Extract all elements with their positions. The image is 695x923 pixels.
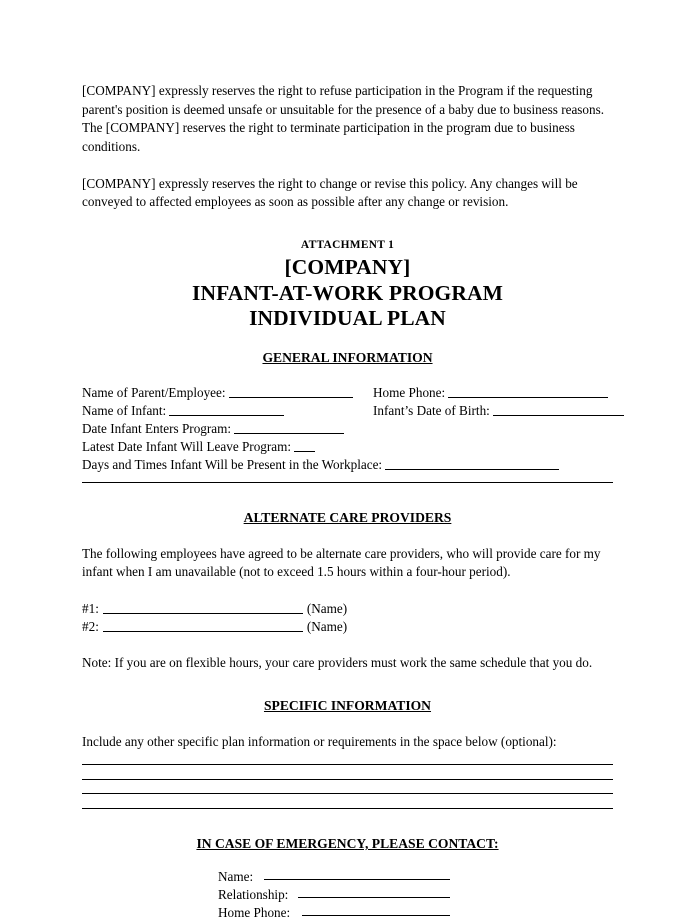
alternate-care-entry-1-hint: (Name) [306,600,348,616]
emergency-field-blank-name[interactable] [264,868,450,880]
alternate-care-entry-1 [82,600,613,618]
section-heading-specific-information-text: SPECIFIC INFORMATION [263,697,432,713]
alternate-care-entry-2-blank[interactable] [103,620,303,632]
title-line-program: INFANT-AT-WORK PROGRAM [192,280,503,305]
document-content [82,82,613,923]
field-days-and-times [82,456,559,474]
emergency-field-relationship [218,886,450,904]
field-label-infant-date-of-birth: Infant’s Date of Birth: [373,402,490,418]
alternate-care-entry-2-number: #2: [82,618,99,634]
policy-paragraph-1: [COMPANY] expressly reserves the right to refuse participation in the Program if the requesting parent's position is deemed unsafe or unsuitable for the presence of a baby due to business reasons. The [COMPANY] reserves the right to terminate participation in the program due to business conditions. [82,83,605,154]
field-blank-name-of-parent[interactable] [229,386,353,398]
write-in-rule[interactable] [82,779,613,780]
emergency-field-label-relationship: Relationship: [218,887,289,903]
write-in-rule[interactable] [82,764,613,765]
emergency-field-name [218,868,450,886]
alternate-care-entry-2-hint: (Name) [306,618,348,634]
emergency-field-blank-relationship[interactable] [298,886,450,898]
specific-information-write-in-area[interactable] [82,764,613,809]
section-heading-general-information-text: GENERAL INFORMATION [262,349,433,365]
field-row-enters-program [82,420,613,438]
general-information-fields [82,384,613,475]
section-heading-general-information [82,349,613,367]
emergency-field-home-phone [218,904,450,922]
field-label-name-of-infant: Name of Infant: [82,402,167,418]
field-blank-days-and-times[interactable] [385,458,559,470]
section-heading-alternate-care-providers-text: ALTERNATE CARE PROVIDERS [243,509,452,525]
field-row-leave-program [82,438,613,456]
field-blank-name-of-infant[interactable] [169,404,284,416]
attachment-label: ATTACHMENT 1 [300,239,395,252]
field-row-infant-and-dob [82,402,613,420]
specific-information-intro: Include any other specific plan information or requirements in the space below (optional): [82,733,557,749]
field-label-days-and-times: Days and Times Infant Will be Present in the Workplace: [82,457,383,473]
write-in-rule[interactable] [82,793,613,794]
field-blank-infant-date-of-birth[interactable] [493,404,624,416]
field-latest-date-leave-program [82,438,315,456]
alternate-care-entries [82,600,613,636]
field-date-enters-program [82,420,344,438]
field-infant-date-of-birth [373,402,624,420]
field-name-of-parent [82,384,353,402]
section-heading-emergency-contact [82,835,613,853]
field-blank-date-enters-program[interactable] [234,422,344,434]
alternate-care-note: Note: If you are on flexible hours, your care providers must work the same schedule that you do. [82,655,593,671]
field-label-latest-date-leave-program: Latest Date Infant Will Leave Program: [82,439,292,455]
field-row-name-and-phone [82,384,613,402]
field-name-of-infant [82,402,284,420]
field-blank-latest-date-leave-program[interactable] [294,440,315,452]
title-line-plan: INDIVIDUAL PLAN [249,306,446,331]
alternate-care-intro: The following employees have agreed to be alternate care providers, who will provide care for my infant when I am unavailable (not to exceed 1.5 hours within a four-hour period). [82,545,601,580]
alternate-care-entry-1-blank[interactable] [103,602,303,614]
emergency-field-label-name: Name: [218,868,254,884]
emergency-field-blank-home-phone[interactable] [302,904,450,916]
section-heading-specific-information [82,697,613,715]
field-home-phone [373,384,608,402]
emergency-field-label-home-phone: Home Phone: [218,905,291,921]
field-label-name-of-parent: Name of Parent/Employee: [82,384,226,400]
field-label-home-phone: Home Phone: [373,384,446,400]
section-heading-alternate-care-providers [82,509,613,527]
section-heading-emergency-contact-text: IN CASE OF EMERGENCY, PLEASE CONTACT: [196,835,499,851]
alternate-care-entry-2 [82,618,613,636]
emergency-contact-fields [218,868,613,923]
title-line-company: [COMPANY] [284,255,411,280]
field-blank-home-phone[interactable] [448,386,608,398]
field-label-date-enters-program: Date Infant Enters Program: [82,420,232,436]
policy-paragraph-2: [COMPANY] expressly reserves the right to change or revise this policy. Any changes will be conveyed to affected employees as soon as possible after any change or revision. [82,175,578,210]
field-row-days-and-times [82,456,613,474]
alternate-care-entry-1-number: #1: [82,600,99,616]
general-information-rule [82,482,613,483]
write-in-rule[interactable] [82,808,613,809]
